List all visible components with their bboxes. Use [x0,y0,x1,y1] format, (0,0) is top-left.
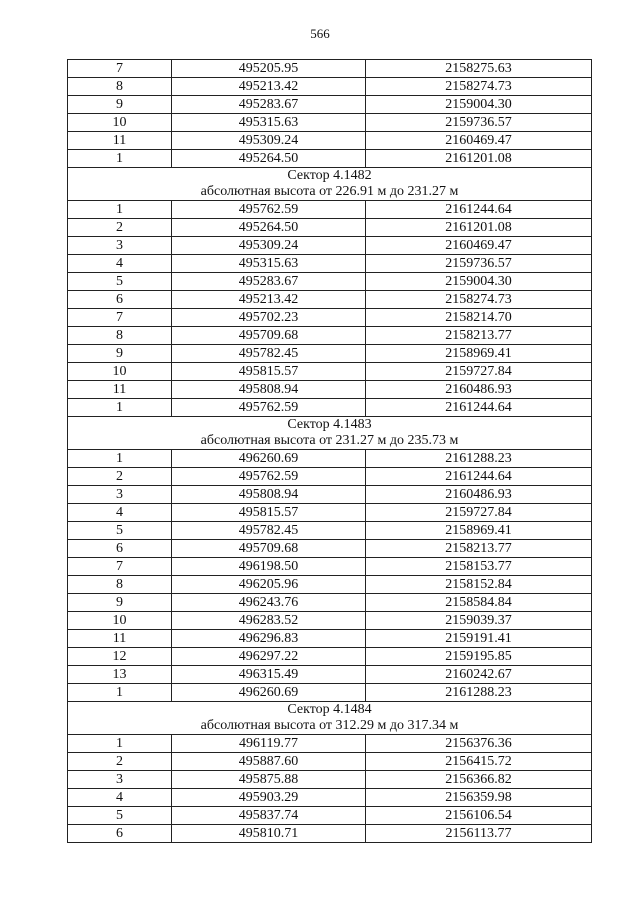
table-row [68,291,592,309]
y-coordinate-cell: 2158274.73 [366,78,592,96]
y-coordinate-cell: 2158152.84 [366,576,592,594]
table-row [68,558,592,576]
x-coordinate-cell: 495837.74 [172,807,366,825]
table-row [68,540,592,558]
sector-header [68,702,592,735]
x-coordinate-cell: 495315.63 [172,114,366,132]
x-coordinate-cell: 496296.83 [172,630,366,648]
table-row [68,255,592,273]
table-row [68,345,592,363]
x-coordinate-cell: 495283.67 [172,96,366,114]
y-coordinate-cell: 2161244.64 [366,201,592,219]
table-row [68,486,592,504]
x-coordinate-cell: 495205.95 [172,60,366,78]
table-row [68,399,592,417]
y-coordinate-cell: 2160486.93 [366,381,592,399]
sector-altitude: абсолютная высота от 231.27 м до 235.73 м [200,433,459,448]
y-coordinate-cell: 2159004.30 [366,96,592,114]
x-coordinate-cell: 495808.94 [172,381,366,399]
sector-altitude: абсолютная высота от 312.29 м до 317.34 м [200,718,459,733]
x-coordinate-cell: 495903.29 [172,789,366,807]
point-number-cell: 9 [68,96,172,114]
table-row [68,96,592,114]
point-number-cell: 4 [68,255,172,273]
table-row [68,735,592,753]
point-number-cell: 6 [68,825,172,843]
y-coordinate-cell: 2156359.98 [366,789,592,807]
table-row [68,132,592,150]
point-number-cell: 7 [68,60,172,78]
table-row [68,504,592,522]
x-coordinate-cell: 495213.42 [172,291,366,309]
point-number-cell: 1 [68,450,172,468]
x-coordinate-cell: 495309.24 [172,237,366,255]
x-coordinate-cell: 495762.59 [172,201,366,219]
x-coordinate-cell: 495815.57 [172,363,366,381]
point-number-cell: 6 [68,540,172,558]
table-row [68,309,592,327]
y-coordinate-cell: 2156376.36 [366,735,592,753]
x-coordinate-cell: 495264.50 [172,219,366,237]
table-row [68,273,592,291]
y-coordinate-cell: 2156415.72 [366,753,592,771]
y-coordinate-cell: 2158275.63 [366,60,592,78]
x-coordinate-cell: 495762.59 [172,468,366,486]
y-coordinate-cell: 2160242.67 [366,666,592,684]
point-number-cell: 3 [68,237,172,255]
table-row [68,237,592,255]
y-coordinate-cell: 2159727.84 [366,363,592,381]
y-coordinate-cell: 2160469.47 [366,237,592,255]
point-number-cell: 2 [68,219,172,237]
table-row [68,666,592,684]
x-coordinate-cell: 495264.50 [172,150,366,168]
table-row [68,612,592,630]
y-coordinate-cell: 2158969.41 [366,345,592,363]
point-number-cell: 1 [68,399,172,417]
point-number-cell: 6 [68,291,172,309]
table-row [68,219,592,237]
point-number-cell: 7 [68,558,172,576]
sector-title: Сектор 4.1484 [287,702,372,717]
table-row [68,789,592,807]
point-number-cell: 12 [68,648,172,666]
table-row [68,807,592,825]
y-coordinate-cell: 2161288.23 [366,450,592,468]
y-coordinate-cell: 2158153.77 [366,558,592,576]
point-number-cell: 8 [68,576,172,594]
page-number: 566 [310,26,330,41]
sector-title: Сектор 4.1482 [287,168,372,183]
y-coordinate-cell: 2161288.23 [366,684,592,702]
y-coordinate-cell: 2156366.82 [366,771,592,789]
x-coordinate-cell: 495283.67 [172,273,366,291]
x-coordinate-cell: 495213.42 [172,78,366,96]
point-number-cell: 5 [68,273,172,291]
x-coordinate-cell: 495709.68 [172,540,366,558]
point-number-cell: 7 [68,309,172,327]
y-coordinate-cell: 2158214.70 [366,309,592,327]
x-coordinate-cell: 496243.76 [172,594,366,612]
y-coordinate-cell: 2159727.84 [366,504,592,522]
sector-header [68,168,592,201]
point-number-cell: 9 [68,594,172,612]
y-coordinate-cell: 2160486.93 [366,486,592,504]
sector-altitude: абсолютная высота от 226.91 м до 231.27 м [200,184,459,199]
table-row [68,648,592,666]
point-number-cell: 9 [68,345,172,363]
point-number-cell: 11 [68,630,172,648]
table-row [68,381,592,399]
y-coordinate-cell: 2160469.47 [366,132,592,150]
x-coordinate-cell: 495315.63 [172,255,366,273]
table-row [68,522,592,540]
point-number-cell: 10 [68,363,172,381]
x-coordinate-cell: 496119.77 [172,735,366,753]
table-row [68,630,592,648]
point-number-cell: 4 [68,789,172,807]
y-coordinate-cell: 2156113.77 [366,825,592,843]
table-row [68,576,592,594]
table-row [68,594,592,612]
sector-header [68,417,592,450]
x-coordinate-cell: 496283.52 [172,612,366,630]
point-number-cell: 8 [68,327,172,345]
point-number-cell: 1 [68,150,172,168]
y-coordinate-cell: 2156106.54 [366,807,592,825]
table-row [68,825,592,843]
x-coordinate-cell: 496315.49 [172,666,366,684]
point-number-cell: 11 [68,132,172,150]
y-coordinate-cell: 2159195.85 [366,648,592,666]
y-coordinate-cell: 2159004.30 [366,273,592,291]
sector-header-row [68,702,592,735]
y-coordinate-cell: 2159736.57 [366,114,592,132]
y-coordinate-cell: 2161244.64 [366,399,592,417]
point-number-cell: 2 [68,468,172,486]
point-number-cell: 1 [68,684,172,702]
point-number-cell: 8 [68,78,172,96]
sector-header-row [68,417,592,450]
table-row [68,60,592,78]
x-coordinate-cell: 495782.45 [172,345,366,363]
table-row [68,78,592,96]
x-coordinate-cell: 495702.23 [172,309,366,327]
table-row [68,771,592,789]
x-coordinate-cell: 495808.94 [172,486,366,504]
x-coordinate-cell: 496260.69 [172,684,366,702]
table-row [68,114,592,132]
y-coordinate-cell: 2158213.77 [366,540,592,558]
coordinates-table-body [68,60,592,843]
x-coordinate-cell: 496205.96 [172,576,366,594]
point-number-cell: 1 [68,201,172,219]
table-row [68,150,592,168]
point-number-cell: 10 [68,612,172,630]
point-number-cell: 5 [68,522,172,540]
table-row [68,450,592,468]
y-coordinate-cell: 2159191.41 [366,630,592,648]
point-number-cell: 5 [68,807,172,825]
x-coordinate-cell: 495782.45 [172,522,366,540]
point-number-cell: 3 [68,771,172,789]
x-coordinate-cell: 496198.50 [172,558,366,576]
point-number-cell: 1 [68,735,172,753]
x-coordinate-cell: 495875.88 [172,771,366,789]
x-coordinate-cell: 495887.60 [172,753,366,771]
x-coordinate-cell: 495709.68 [172,327,366,345]
x-coordinate-cell: 496297.22 [172,648,366,666]
x-coordinate-cell: 495815.57 [172,504,366,522]
table-row [68,327,592,345]
y-coordinate-cell: 2159039.37 [366,612,592,630]
point-number-cell: 10 [68,114,172,132]
x-coordinate-cell: 496260.69 [172,450,366,468]
sector-header-row [68,168,592,201]
y-coordinate-cell: 2158969.41 [366,522,592,540]
table-row [68,684,592,702]
y-coordinate-cell: 2158584.84 [366,594,592,612]
table-row [68,363,592,381]
y-coordinate-cell: 2161201.08 [366,219,592,237]
point-number-cell: 4 [68,504,172,522]
y-coordinate-cell: 2159736.57 [366,255,592,273]
point-number-cell: 2 [68,753,172,771]
y-coordinate-cell: 2161244.64 [366,468,592,486]
point-number-cell: 13 [68,666,172,684]
y-coordinate-cell: 2161201.08 [366,150,592,168]
sector-title: Сектор 4.1483 [287,417,372,432]
y-coordinate-cell: 2158274.73 [366,291,592,309]
coordinates-table [67,59,592,843]
table-row [68,753,592,771]
point-number-cell: 3 [68,486,172,504]
x-coordinate-cell: 495810.71 [172,825,366,843]
table-row [68,201,592,219]
point-number-cell: 11 [68,381,172,399]
x-coordinate-cell: 495762.59 [172,399,366,417]
y-coordinate-cell: 2158213.77 [366,327,592,345]
table-row [68,468,592,486]
x-coordinate-cell: 495309.24 [172,132,366,150]
